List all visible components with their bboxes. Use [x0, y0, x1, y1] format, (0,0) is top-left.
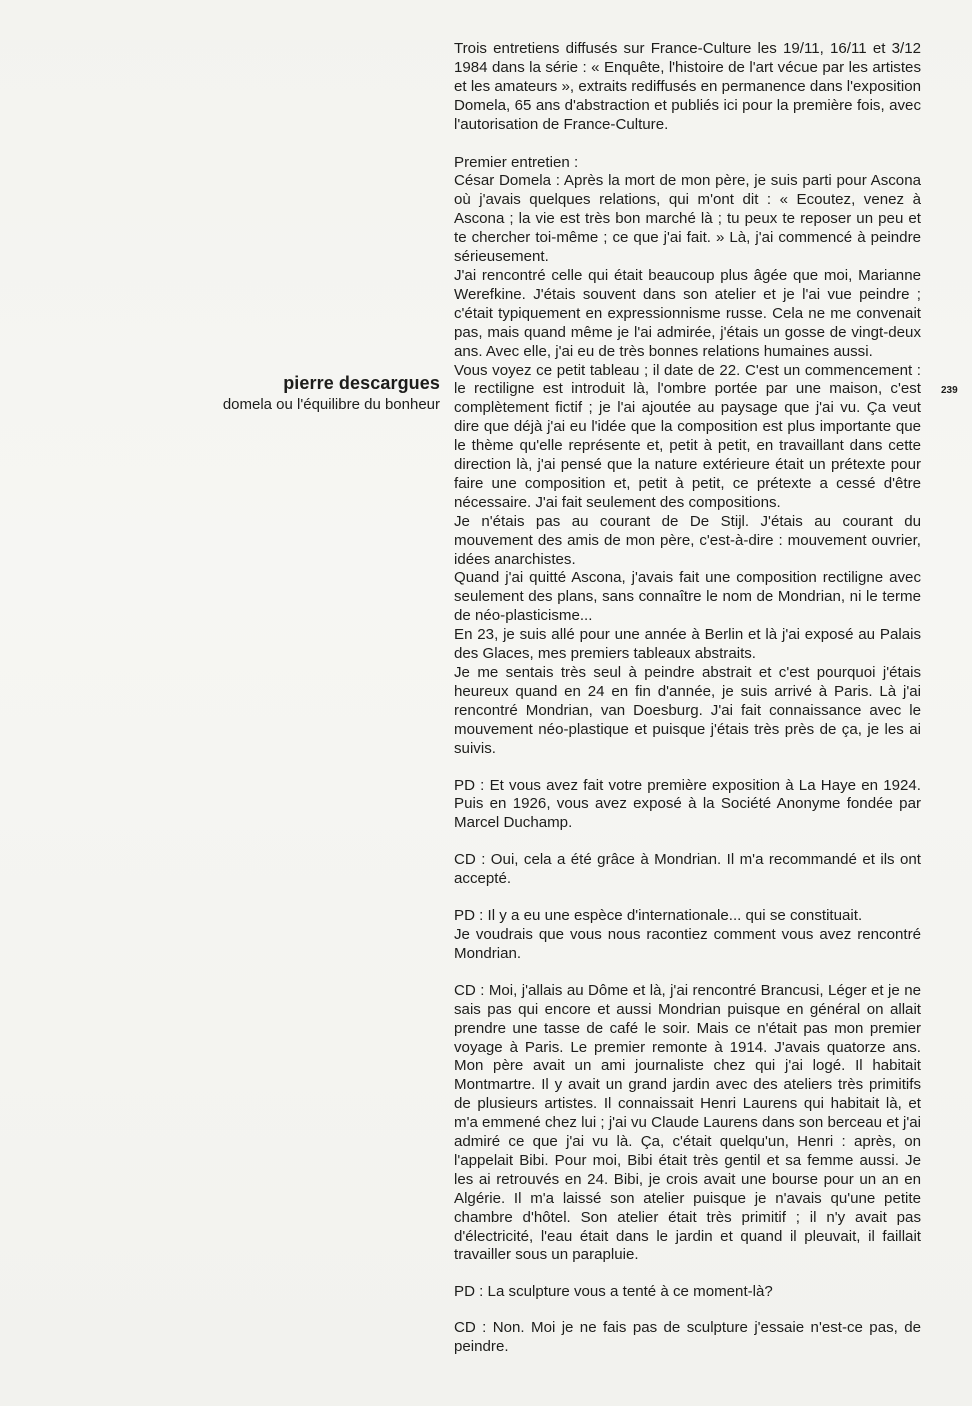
article-subtitle: domela ou l'équilibre du bonheur: [222, 396, 440, 413]
dialogue-paragraph: PD : Et vous avez fait votre première exposition à La Haye en 1924. Puis en 1926, vous avez exposé à la Société Anonyme fondée par Marcel Duchamp.: [454, 776, 921, 832]
article-heading: [0, 372, 440, 415]
intro-paragraph: Trois entretiens diffusés sur France-Culture les 19/11, 16/11 et 3/12 1984 dans la série : « Enquête, l'histoire de l'art vécue par les artistes et les amateurs », extraits rediffusés en permanence dans l'exposition Domela, 65 ans d'abstraction et publiés ici pour la première fois, avec l'autorisation de France-Culture.: [454, 40, 921, 133]
section-title: Premier entretien :: [454, 153, 579, 171]
body-paragraph: Je n'étais pas au courant de De Stijl. J'étais au courant du mouvement des amis de mon père, c'est-à-dire : mouvement ouvrier, idées anarchistes.: [454, 512, 921, 568]
page-number: 239: [941, 385, 958, 396]
body-paragraph: En 23, je suis allé pour une année à Berlin et là j'ai exposé au Palais des Glaces, mes premiers tableaux abstraits.: [454, 626, 921, 663]
author-name: pierre descargues: [283, 373, 440, 393]
body-paragraph: Je me sentais très seul à peindre abstrait et c'est pourquoi j'étais heureux quand en 24 en fin d'année, je suis arrivé à Paris. Là j'ai rencontré Mondrian, van Doesburg. J'ai fait connaissance avec le mouvement néo-plastique et puisque j'étais très près de ça, je les ai suivis.: [454, 664, 921, 757]
dialogue-paragraph: PD : La sculpture vous a tenté à ce moment-là?: [454, 1283, 773, 1301]
body-paragraph: Quand j'ai quitté Ascona, j'avais fait une composition rectiligne avec seulement des plans, sans connaître le nom de Mondrian, ni le terme de néo-plasticisme...: [454, 569, 921, 625]
body-paragraph: J'ai rencontré celle qui était beaucoup plus âgée que moi, Marianne Werefkine. J'étais souvent dans son atelier et je l'ai vue peindre ; c'était typiquement en expressionnisme russe. Cela ne me convenait pas, mais quand même je l'ai admirée, j'étais un gosse de vingt-deux ans. Avec elle, j'ai eu de très bonnes relations humaines aussi.: [454, 266, 921, 360]
dialogue-paragraph: CD : Moi, j'allais au Dôme et là, j'ai rencontré Brancusi, Léger et je ne sais pas qui encore et aussi Mondrian puisque en général on allait prendre une tasse de café le soir. Mais ce n'était pas mon premier voyage à Paris. Le premier remonte à 1914. J'avais quatorze ans. Mon père avait un ami journaliste chez qui j'ai logé. Il habitait Montmartre. Il y avait un grand jardin avec des ateliers très primitifs de plusieurs artistes. Il connaissait Henri Laurens qui habitait là, et m'a emmené chez lui ; j'ai vu Claude Laurens dans son berceau et j'ai admiré ce que j'ai vu là. Ça, c'était quelqu'un, Henri : après, on l'appelait Bibi. Pour moi, Bibi était très gentil et sa femme aussi. Je les ai retrouvés en 24. Bibi, je crois avait une bourse pour un an en Algérie. Il m'a laissé son atelier puisque je n'avais qu'une petite chambre d'hôtel. Son atelier était très primitif ; il n'y avait pas d'électricité, l'eau était dans le jardin et quand il pleuvait, il faillait travailler sous un parapluie.: [454, 981, 921, 1264]
dialogue-paragraph: CD : Oui, cela a été grâce à Mondrian. Il m'a recommandé et ils ont accepté.: [454, 851, 921, 888]
body-paragraph: César Domela : Après la mort de mon père, je suis parti pour Ascona où j'avais quelques relations, qui m'ont dit : « Ecoutez, venez à Ascona ; la vie est très bon marché là ; tu peux te reposer un peu et te chercher toi-même ; ce que j'ai fait. » Là, j'ai commencé à peindre sérieusement.: [454, 172, 921, 266]
dialogue-paragraph: PD : Il y a eu une espèce d'internationale... qui se constituait.: [454, 907, 863, 925]
dialogue-paragraph: Je voudrais que vous nous racontiez comment vous avez rencontré Mondrian.: [454, 925, 921, 962]
article-body: [454, 40, 921, 1357]
dialogue-paragraph: CD : Non. Moi je ne fais pas de sculpture j'essaie n'est-ce pas, de peindre.: [454, 1319, 921, 1356]
body-paragraph: Vous voyez ce petit tableau ; il date de 22. C'est un commencement : le rectiligne est introduit là, l'ombre portée par une maison, c'est complètement fictif ; je l'ai ajoutée au paysage que j'ai vu. Ça veut dire que déjà j'ai eu l'idée que la composition est plus importante que le thème qu'elle représente et, petit à petit, en travaillant dans cette direction là, j'ai pensé que la nature extérieure était un prétexte pour faire une composition et, petit à petit, ce prétexte a cessé d'être nécessaire. J'ai fait seulement des compositions.: [454, 361, 921, 511]
